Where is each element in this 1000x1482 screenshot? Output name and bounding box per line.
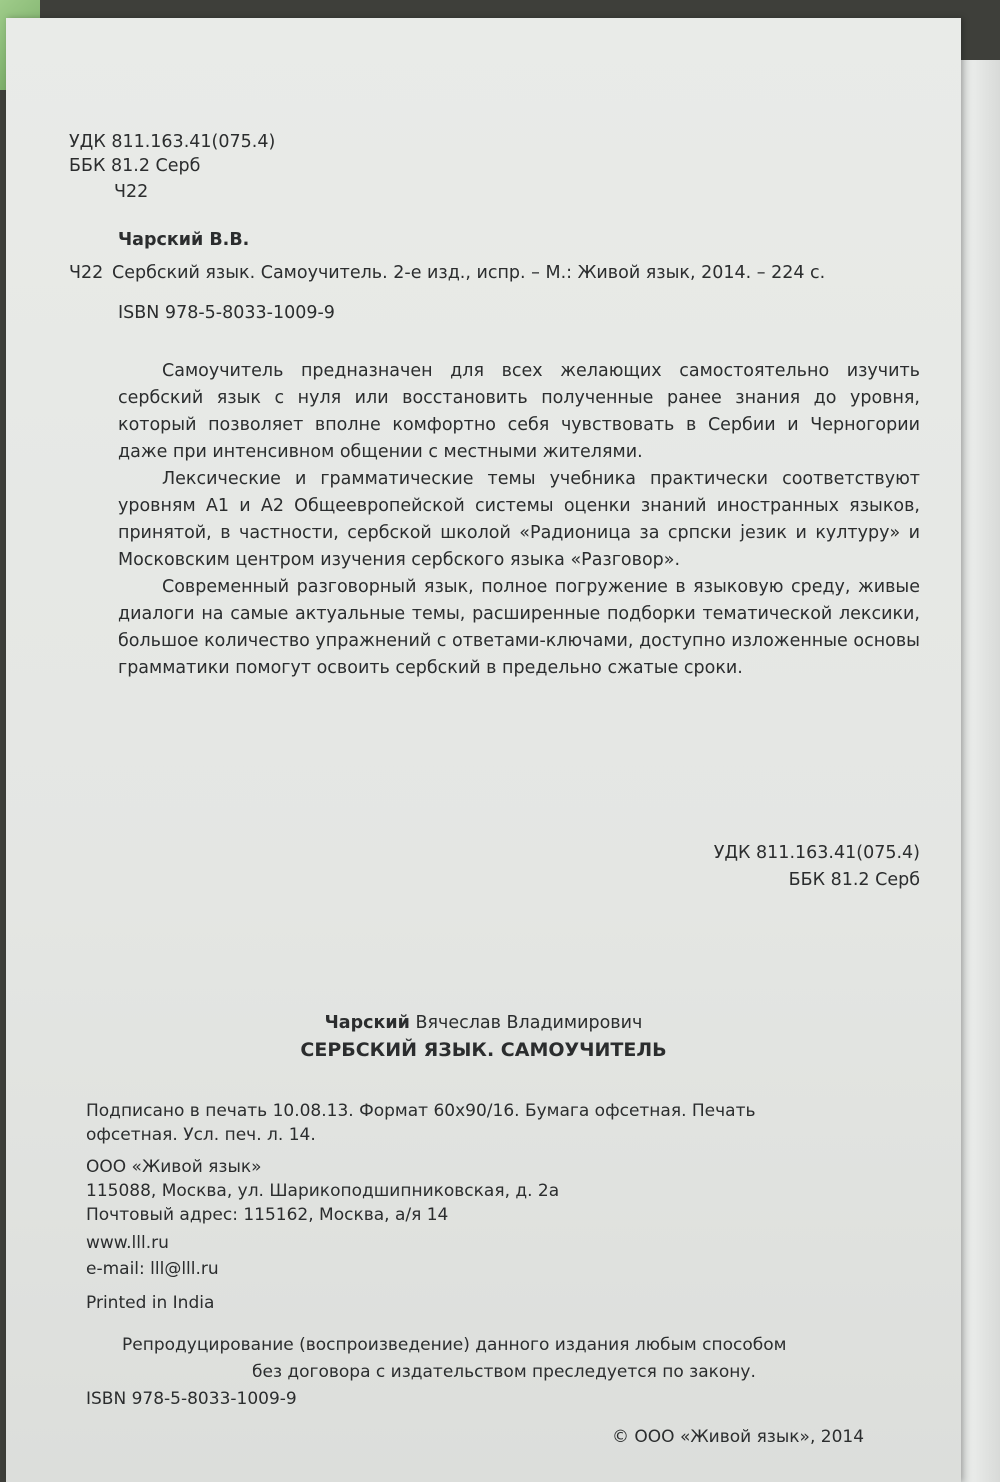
show-through-print (366, 128, 786, 168)
biblio-description: Сербский язык. Самоучитель. 2-е изд., испр. – М.: Живой язык, 2014. – 224 с. (112, 263, 826, 283)
legal-notice-line-1: Репродуцирование (воспроизведение) данного издания любым способом (122, 1335, 787, 1355)
book-page (6, 18, 961, 1482)
annotation-paragraph-3: Современный разговорный язык, полное погружение в языковую среду, живые диалоги на самые актуальные темы, расширенные подборки тематической лексики, большое количество упражнений с ответами-ключами, доступно изложенные основы грамматики помогут освоить сербский в предельно сжатые сроки. (118, 577, 920, 678)
biblio-isbn: ISBN 978-5-8033-1009-9 (118, 303, 335, 323)
show-through-print-title (476, 748, 656, 808)
footer-isbn: ISBN 978-5-8033-1009-9 (86, 1389, 297, 1409)
imprint-author-surname: Чарский (324, 1013, 410, 1033)
publisher-address: 115088, Москва, ул. Шарикоподшипниковская, д. 2а (86, 1181, 560, 1201)
bbk-footer-code: ББК 81.2 Серб (788, 870, 920, 890)
imprint-author (6, 1013, 961, 1033)
annotation-paragraph-1: Самоучитель предназначен для всех желающих самостоятельно изучить сербский язык с нуля или восстановить полученные ранее знания до уровня, который позволяет вполне комфортно себя чувствовать в Сербии и Черногории даже при интенсивном общении с местными жителями. (118, 361, 920, 462)
publisher-website: www.lll.ru (86, 1233, 169, 1253)
printed-in: Printed in India (86, 1293, 215, 1313)
imprint-author-names: Вячеслав Владимирович (415, 1013, 643, 1033)
biblio-author: Чарский В.В. (118, 230, 250, 250)
signed-to-print-line-2: офсетная. Усл. печ. л. 14. (86, 1125, 316, 1145)
annotation-paragraph-2: Лексические и грамматические темы учебника практически соответствуют уровням А1 и А2 Общеевропейской системы оценки знаний иностранных языков, принятой, в частности, сербской школой «Радионица за српски језик и културу» и Московским центром изучения сербского языка «Разговор». (118, 469, 920, 570)
bbk-header-code: ББК 81.2 Серб (69, 156, 201, 176)
adjacent-page-edge (955, 60, 1000, 1482)
imprint-title: СЕРБСКИЙ ЯЗЫК. САМОУЧИТЕЛЬ (300, 1039, 667, 1061)
author-mark-header: Ч22 (114, 182, 149, 202)
udk-footer-code: УДК 811.163.41(075.4) (713, 843, 920, 863)
postal-address: Почтовый адрес: 115162, Москва, а/я 14 (86, 1205, 449, 1225)
publisher-name: ООО «Живой язык» (86, 1157, 262, 1177)
publisher-email: e-mail: lll@lll.ru (86, 1259, 219, 1279)
signed-to-print-line-1: Подписано в печать 10.08.13. Формат 60х90/16. Бумага офсетная. Печать (86, 1101, 756, 1121)
annotation-text (118, 358, 920, 682)
legal-notice-line-2: без договора с издательством преследуется по закону. (252, 1362, 756, 1382)
udk-header-code: УДК 811.163.41(075.4) (69, 132, 276, 152)
copyright-notice: © ООО «Живой язык», 2014 (612, 1427, 865, 1447)
biblio-author-mark: Ч22 (69, 263, 104, 283)
